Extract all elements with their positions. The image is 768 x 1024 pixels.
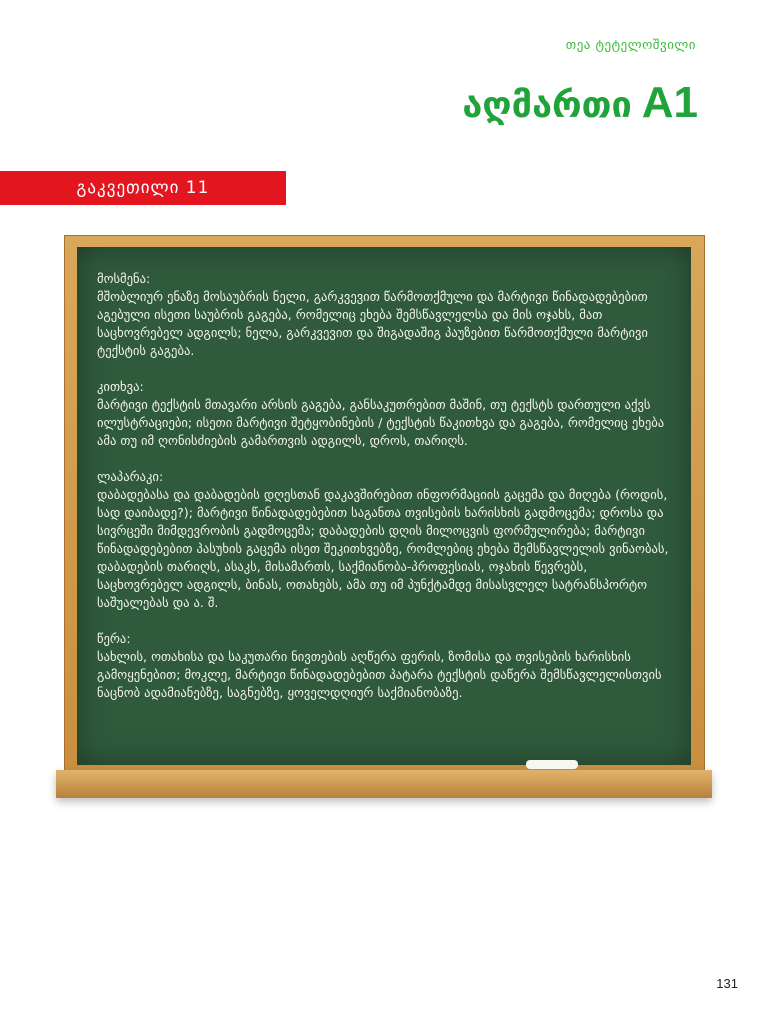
section-heading: წერა: <box>97 631 131 646</box>
section-heading: ლაპარაკი: <box>97 469 164 484</box>
level-badge: A1 <box>641 78 698 127</box>
lesson-label: გაკვეთილი 11 <box>76 178 210 198</box>
section-speaking <box>97 468 677 612</box>
section-heading: მოსმენა: <box>97 271 151 286</box>
chalk-stick <box>526 760 578 769</box>
section-body: სახლის, ოთახისა და საკუთარი ნივთების აღწერა ფერის, ზომისა და თვისების ხარისხის გამოყენებით; მოკლე, მარტივი წინადადებებით პატარა ტექსტის დაწერა შემსწავლელისთვის ნაცნობ ადამიანებზე, საგნებზე, ყოველდღიურ საქმიანობაზე. <box>97 649 662 700</box>
section-writing <box>97 630 677 702</box>
section-heading: კითხვა: <box>97 379 144 394</box>
chalkboard-content <box>97 270 677 720</box>
author-name: თეა ტეტელოშვილი <box>565 38 696 53</box>
chalkboard-frame <box>64 235 705 775</box>
chalkboard-ledge <box>56 770 712 798</box>
section-listening <box>97 270 677 360</box>
section-reading <box>97 378 677 450</box>
chalkboard <box>77 247 691 765</box>
book-title <box>462 78 698 128</box>
page-number: 131 <box>716 976 738 991</box>
section-body: დაბადებასა და დაბადების დღესთან დაკავშირებით ინფორმაციის გაცემა და მიღება (როდის, სად დაიბადე?); მარტივი წინადადებებით საგანთა თვისების ხარისხის გადმოცემა; დროსა და სივრცეში მიმდევრობის გადმოცემა; დაბადების დღის მილოცვის ფორმულირება; მარტივი წინადადებებით პასუხის გაცემა ისეთ შეკითხვებზე, რომლებიც ეხება შემსწავლელის ვინაობას, დაბადების თარიღს, ასაკს, მისამართს, საქმიანობა-პროფესიას, ოჯახის წევრებს, საცხოვრებელ ადგილს, ბინას, ოთახებს, ამა თუ იმ პუნქტამდე მისასვლელ სატრანსპორტო საშუალებას და ა. შ. <box>97 487 669 610</box>
section-body: მშობლიურ ენაზე მოსაუბრის ნელი, გარკვევით წარმოთქმული და მარტივი წინადადებებით აგებული ისეთი საუბრის გაგება, რომელიც ეხება შემსწავლელსა და მის ოჯახს, მათ საცხოვრებელ ადგილს; ნელა, გარკვევით და შიგადაშიგ პაუზებით წარმოთქმული მარტივი ტექსტის გაგება. <box>97 289 648 358</box>
section-body: მარტივი ტექსტის მთავარი არსის გაგება, განსაკუთრებით მაშინ, თუ ტექსტს დართული აქვს ილუსტრაციები; ისეთი მარტივი შეტყობინების / ტექსტის წაკითხვა და გაგება, რომელიც ეხება ამა თუ იმ ღონისძიების გამართვის ადგილს, დროს, თარიღს. <box>97 397 665 448</box>
lesson-banner <box>0 171 286 205</box>
book-title-text: აღმართი <box>462 85 632 126</box>
